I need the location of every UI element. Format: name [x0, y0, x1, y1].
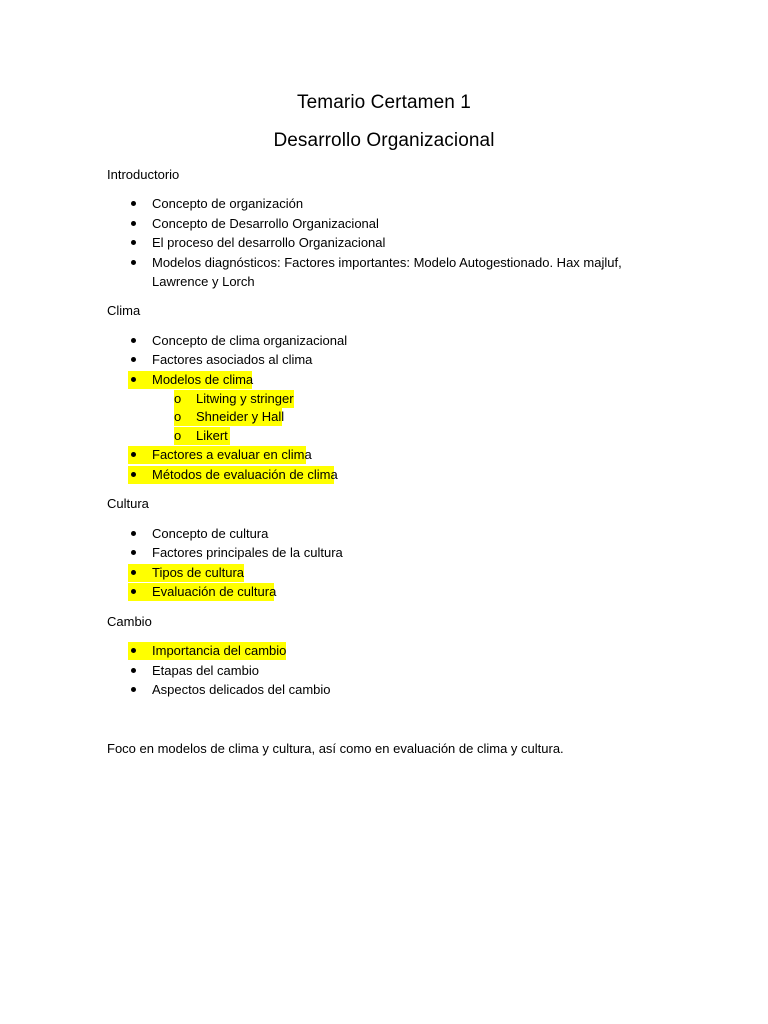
circle-bullet-icon: o [174, 409, 182, 424]
bullet-icon [128, 371, 138, 389]
bullet-icon [128, 525, 138, 543]
bullet-icon [128, 234, 138, 252]
document-subtitle: Desarrollo Organizacional [273, 130, 495, 151]
bullet-icon [128, 544, 138, 562]
document-page: Temario Certamen 1 Desarrollo Organizacional Introductorio Concepto de organización Concepto de Desarrollo Organizacional El proceso del desarrollo Organizacional Modelos diagnósticos: Factores importantes: Modelo Autogestionado. Hax majluf, Lawrence y Lorch Clima Concepto de clima organizacional Factores asociados al clima Modelos de clima o Litwing y stringer o Shneider y Hall o Likert Factores a evaluar en clima Métodos de evaluación de clima Cultura Concepto de cultura Factores principales de la cultura Tipos de cultura Evaluación de cultura Cambio Importancia del cambio Etapas del cambio Aspectos delicados del cambio Foco en modelos de clima y cultura, así como en evaluación de clima y cultura. [0, 0, 768, 1024]
footer-note: Foco en modelos de clima y cultura, así como en evaluación de clima y cultura. [107, 741, 564, 756]
bullet-icon [128, 351, 138, 369]
bullet-icon [128, 254, 138, 272]
bullet-icon [128, 662, 138, 680]
bullet-icon [128, 564, 138, 582]
section-heading-cultura: Cultura [107, 496, 149, 511]
circle-bullet-icon: o [174, 391, 182, 406]
bullet-icon [128, 446, 138, 464]
section-heading-introductorio: Introductorio [107, 167, 180, 182]
section-heading-clima: Clima [107, 303, 141, 318]
bullet-icon [128, 332, 138, 350]
document-title: Temario Certamen 1 [297, 92, 471, 113]
bullet-icon [128, 215, 138, 233]
bullet-icon [128, 466, 138, 484]
bullet-icon [128, 681, 138, 699]
bullet-icon [128, 583, 138, 601]
section-heading-cambio: Cambio [107, 614, 152, 629]
bullet-icon [128, 642, 138, 660]
circle-bullet-icon: o [174, 428, 182, 443]
bullet-icon [128, 195, 138, 213]
